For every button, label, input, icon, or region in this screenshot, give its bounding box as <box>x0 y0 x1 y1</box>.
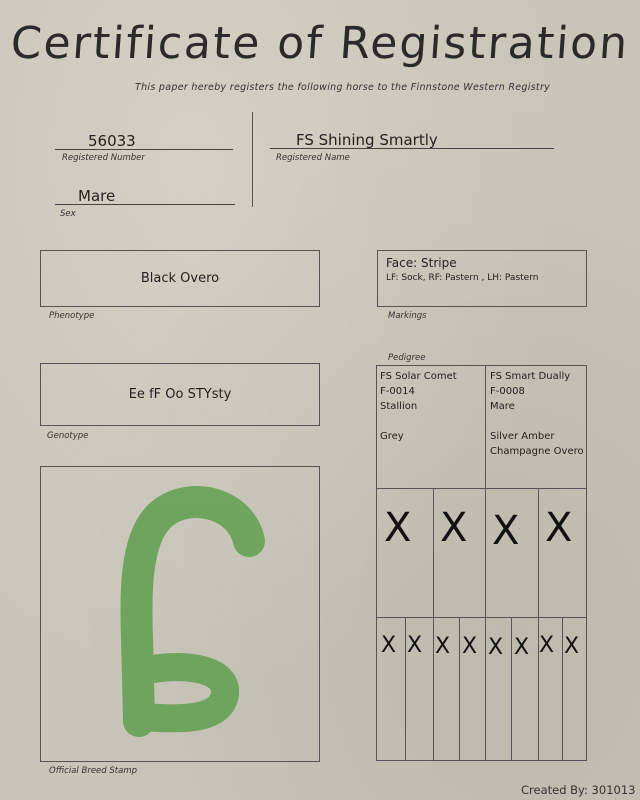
registered-name-value: FS Shining Smartly <box>296 131 438 149</box>
great-grandparent-6-unknown: X <box>514 635 530 660</box>
registered-number-value: 56033 <box>88 132 136 150</box>
registered-number-label: Registered Number <box>62 153 145 163</box>
registered-name-label: Registered Name <box>276 153 350 163</box>
sire-sex: Stallion <box>380 401 418 412</box>
dam-name: FS Smart Dually <box>490 371 571 382</box>
dam-color-2: Champagne Overo <box>490 446 584 457</box>
great-grandparent-1-unknown: X <box>381 633 397 658</box>
great-grandparent-8-unknown: X <box>564 634 580 659</box>
genotype-value: Ee fF Oo STYsty <box>128 387 232 402</box>
header-divider <box>252 112 253 207</box>
sire-info <box>380 369 457 444</box>
pedigree-row-divider-1 <box>376 488 587 489</box>
phenotype-box <box>40 250 320 307</box>
markings-legs: LF: Sock, RF: Pastern , LH: Pastern <box>386 273 539 283</box>
phenotype-label: Phenotype <box>49 311 95 321</box>
fs-breed-stamp-logo <box>41 467 319 761</box>
sire-id: F-0014 <box>380 386 415 397</box>
markings-box <box>377 250 587 307</box>
grandparent-4-unknown: X <box>545 505 573 551</box>
pedigree-center-divider <box>485 365 486 761</box>
pedigree-divider-ggp-7 <box>562 617 563 761</box>
grandparent-1-unknown: X <box>384 505 412 551</box>
dam-info <box>490 369 584 459</box>
pedigree-divider-ggp-1 <box>405 617 406 761</box>
sire-color: Grey <box>380 431 404 442</box>
grandparent-3-unknown: X <box>492 508 520 554</box>
dam-sex: Mare <box>490 401 515 412</box>
creator-credit: Created By: 301013 <box>521 783 636 797</box>
pedigree-row-divider-2 <box>376 617 587 618</box>
pedigree-divider-ggp-5 <box>511 617 512 761</box>
markings-label: Markings <box>388 311 427 321</box>
great-grandparent-4-unknown: X <box>462 634 478 659</box>
great-grandparent-5-unknown: X <box>488 635 504 660</box>
great-grandparent-7-unknown: X <box>539 633 555 658</box>
grandparent-2-unknown: X <box>440 505 468 551</box>
breed-stamp-box <box>40 466 320 762</box>
markings-face: Face: Stripe <box>386 256 457 270</box>
sex-label: Sex <box>60 209 76 219</box>
sex-value: Mare <box>78 187 116 205</box>
registered-name-line <box>270 148 554 149</box>
pedigree-divider-ggp-3 <box>459 617 460 761</box>
genotype-label: Genotype <box>47 431 89 441</box>
pedigree-divider-gp-3 <box>538 488 539 761</box>
phenotype-value: Black Overo <box>140 271 220 286</box>
great-grandparent-2-unknown: X <box>407 633 423 658</box>
pedigree-divider-gp-1 <box>433 488 434 761</box>
great-grandparent-3-unknown: X <box>435 634 451 659</box>
certificate-title: Certificate of Registration <box>9 18 631 69</box>
registered-number-line <box>55 149 233 150</box>
dam-color-1: Silver Amber <box>490 431 555 442</box>
breed-stamp-label: Official Breed Stamp <box>49 766 137 776</box>
sex-line <box>55 204 235 205</box>
sire-name: FS Solar Comet <box>380 371 457 382</box>
genotype-box <box>40 363 320 426</box>
pedigree-label: Pedigree <box>388 353 426 363</box>
dam-id: F-0008 <box>490 386 525 397</box>
certificate-subtitle: This paper hereby registers the following horse to the Finnstone Western Registry <box>135 82 551 93</box>
